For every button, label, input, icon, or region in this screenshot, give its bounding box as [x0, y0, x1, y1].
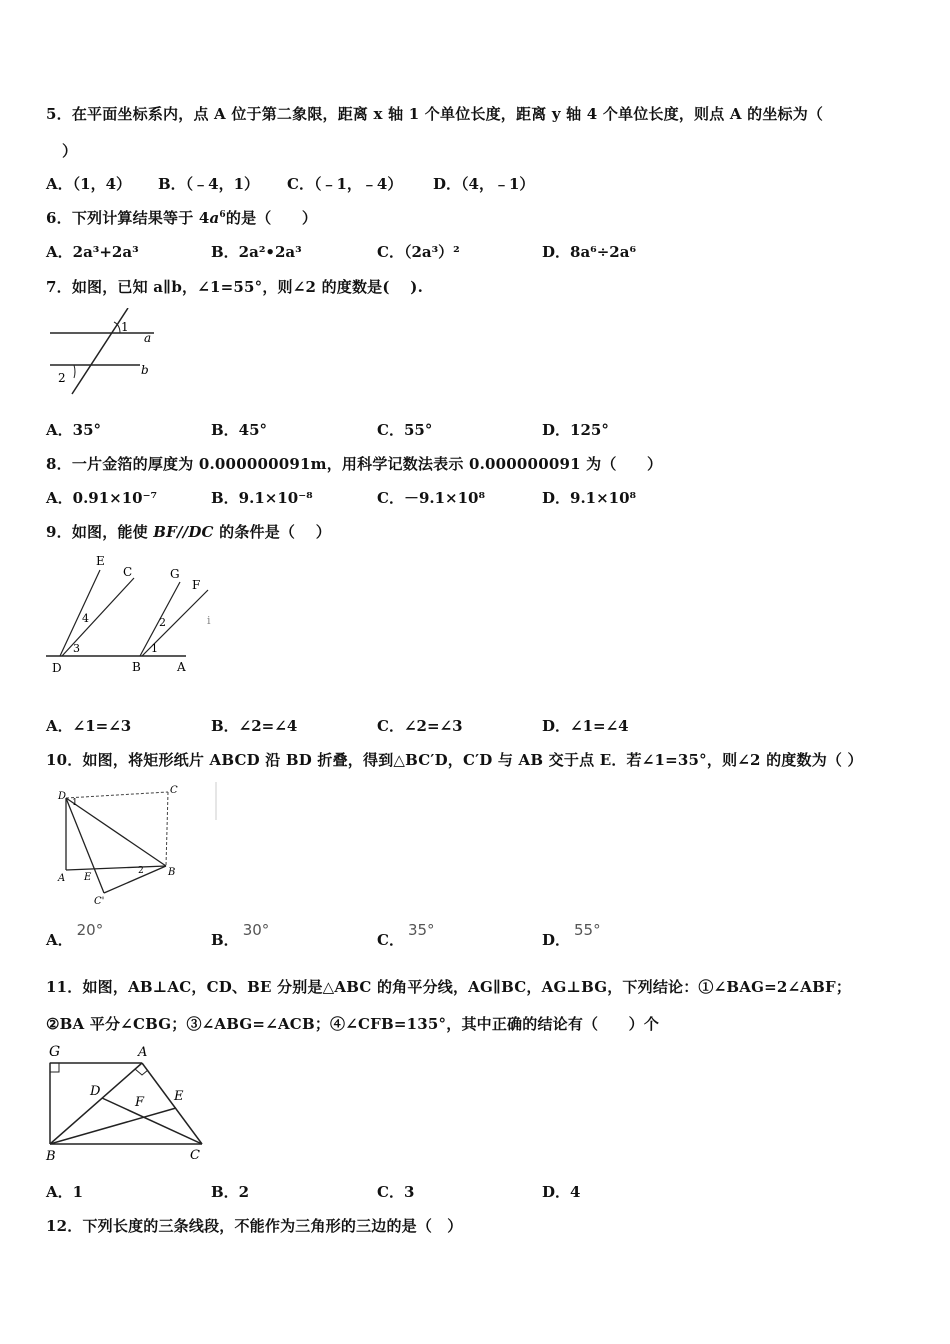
- q9-line-de: [60, 570, 100, 656]
- q7-label-a: a: [144, 331, 152, 345]
- q10-option-d-value: 55°: [574, 921, 601, 939]
- q9-label-c: C: [123, 565, 133, 579]
- q7-option-a[interactable]: A．35°: [46, 421, 102, 439]
- q7-stem: 7．如图，已知 a∥b，∠1=55°，则∠2 的度数是( ).: [46, 278, 424, 296]
- q9-stem-part-a: 9．如图，能使: [46, 523, 154, 541]
- q10-label-d: D: [58, 791, 67, 802]
- q9-label-4: 4: [82, 612, 89, 625]
- q5-stem: 5．在平面坐标系内，点 A 位于第二象限，距离 x 轴 1 个单位长度，距离 y 轴 4 个单位长度，则点 A 的坐标为（: [46, 105, 824, 123]
- q10-edge-c-prime-b: [104, 866, 166, 893]
- q11-stem-line1: 11．如图，AB⊥AC，CD、BE 分别是△ABC 的角平分线，AG∥BC，AG⊥BG，下列结论：①∠BAG=2∠ABF；: [46, 978, 852, 996]
- q10-stem: 10．如图，将矩形纸片 ABCD 沿 BD 折叠，得到△BC′D，C′D 与 AB 交于点 E．若∠1=35°，则∠2 的度数为（ ）: [46, 751, 863, 769]
- q10-option-b-letter: B．: [211, 931, 239, 949]
- q10-edge-ab: [66, 866, 166, 870]
- q5-stem-end: ）: [62, 142, 78, 160]
- q11-line-ac: [142, 1063, 202, 1144]
- q10-option-d-letter: D．: [542, 931, 571, 949]
- q11-label-c: C: [190, 1148, 200, 1163]
- q7-figure: [44, 308, 174, 403]
- q6-stem: [46, 207, 317, 228]
- q11-right-angle-g: [50, 1063, 59, 1072]
- q10-edge-cb: [166, 792, 168, 866]
- q9-label-1: 1: [151, 642, 158, 655]
- q11-option-c[interactable]: C．3: [377, 1183, 415, 1201]
- q9-label-e: E: [96, 554, 105, 568]
- q10-option-c[interactable]: [377, 921, 435, 950]
- q8-option-b[interactable]: B．9.1×10⁻⁸: [211, 489, 313, 507]
- q9-option-c[interactable]: C．∠2=∠3: [377, 717, 463, 735]
- q9-label-stray-i: i: [207, 614, 211, 627]
- q8-option-a[interactable]: A．0.91×10⁻⁷: [46, 489, 158, 507]
- q10-label-e: E: [84, 872, 92, 883]
- q6-stem-variable: a: [209, 209, 220, 227]
- q10-label-b: B: [168, 867, 176, 878]
- q8-option-c[interactable]: C．－9.1×10⁸: [377, 489, 486, 507]
- q11-option-a[interactable]: A．1: [46, 1183, 84, 1201]
- q11-bisector-be: [50, 1108, 176, 1144]
- q9-option-a[interactable]: A．∠1=∠3: [46, 717, 132, 735]
- q11-label-a: A: [138, 1045, 148, 1060]
- q10-label-2: 2: [138, 866, 144, 876]
- q11-label-g: G: [49, 1044, 61, 1060]
- q5-option-d[interactable]: D．（4，﹣1）: [433, 175, 535, 193]
- q10-option-c-letter: C．: [377, 931, 404, 949]
- q5-option-a[interactable]: A．（1，4）: [46, 175, 132, 193]
- q8-option-d[interactable]: D．9.1×10⁸: [542, 489, 637, 507]
- q10-figure: [48, 780, 223, 908]
- q9-label-g: G: [170, 567, 180, 581]
- q10-label-c: C: [170, 785, 178, 796]
- q11-label-d: D: [90, 1084, 101, 1099]
- q9-label-b: B: [132, 660, 141, 674]
- q10-option-b-value: 30°: [242, 921, 270, 939]
- q6-stem-part-b: 的是（ ）: [225, 209, 318, 227]
- q10-option-c-value: 35°: [407, 921, 435, 939]
- q10-label-1: 1: [72, 798, 78, 808]
- q9-label-2: 2: [159, 616, 166, 629]
- q6-stem-exponent: 6: [219, 210, 226, 220]
- q9-option-b[interactable]: B．∠2=∠4: [211, 717, 298, 735]
- q11-option-b[interactable]: B．2: [211, 1183, 250, 1201]
- q9-label-3: 3: [73, 642, 80, 655]
- q10-option-a[interactable]: [46, 921, 104, 950]
- q7-transversal: [72, 308, 128, 394]
- q7-option-c[interactable]: C．55°: [377, 421, 433, 439]
- q11-right-angle-a: [135, 1069, 148, 1075]
- q5-option-b[interactable]: B．（﹣4，1）: [158, 175, 260, 193]
- q9-stem-part-b: 的条件是（ ）: [213, 523, 331, 541]
- q10-label-c-prime: C': [94, 896, 105, 907]
- q9-label-d: D: [52, 661, 62, 675]
- q10-label-a: A: [58, 873, 66, 884]
- q9-stem: [46, 521, 331, 542]
- q11-label-b: B: [46, 1149, 56, 1164]
- q6-option-a[interactable]: A．2a³+2a³: [46, 243, 139, 261]
- q11-stem-line2: ②BA 平分∠CBG；③∠ABG=∠ACB；④∠CFB=135°，其中正确的结论有（ ）个: [46, 1015, 660, 1033]
- q11-figure: [40, 1040, 220, 1165]
- q11-line-ba: [50, 1063, 142, 1144]
- q9-option-d[interactable]: D．∠1=∠4: [542, 717, 629, 735]
- q9-figure: [40, 550, 220, 680]
- q7-angle2-arc: [74, 365, 75, 378]
- q6-option-d[interactable]: D．8a⁶÷2a⁶: [542, 243, 637, 261]
- q9-stem-italic: BF//DC: [153, 523, 214, 541]
- q10-option-a-value: 20°: [76, 921, 104, 939]
- q11-option-d[interactable]: D．4: [542, 1183, 581, 1201]
- q11-label-e: E: [174, 1089, 184, 1104]
- q6-option-b[interactable]: B．2a²•2a³: [211, 243, 302, 261]
- q5-option-c[interactable]: C．（﹣1，﹣4）: [287, 175, 403, 193]
- q12-stem: 12．下列长度的三条线段，不能作为三角形的三边的是（ ）: [46, 1217, 463, 1235]
- q7-label-2: 2: [58, 371, 66, 385]
- q10-edge-dc: [66, 792, 168, 798]
- q11-label-f: F: [135, 1095, 145, 1110]
- q10-option-a-letter: A．: [46, 931, 73, 949]
- q6-stem-part-a: 6．下列计算结果等于 4: [46, 209, 210, 227]
- q10-diagonal-bd: [66, 798, 166, 866]
- q7-option-d[interactable]: D．125°: [542, 421, 609, 439]
- q7-label-b: b: [141, 363, 149, 377]
- q7-option-b[interactable]: B．45°: [211, 421, 268, 439]
- q7-label-1: 1: [121, 320, 129, 334]
- q10-option-b[interactable]: [211, 921, 270, 950]
- q11-bisector-cd: [102, 1098, 202, 1144]
- q8-stem: 8．一片金箔的厚度为 0.000000091m，用科学记数法表示 0.000000091 为（ ）: [46, 455, 663, 473]
- q6-option-c[interactable]: C．（2a³）²: [377, 243, 460, 261]
- q9-label-f: F: [192, 578, 201, 592]
- q10-option-d[interactable]: [542, 921, 601, 950]
- q9-label-a: A: [177, 660, 186, 674]
